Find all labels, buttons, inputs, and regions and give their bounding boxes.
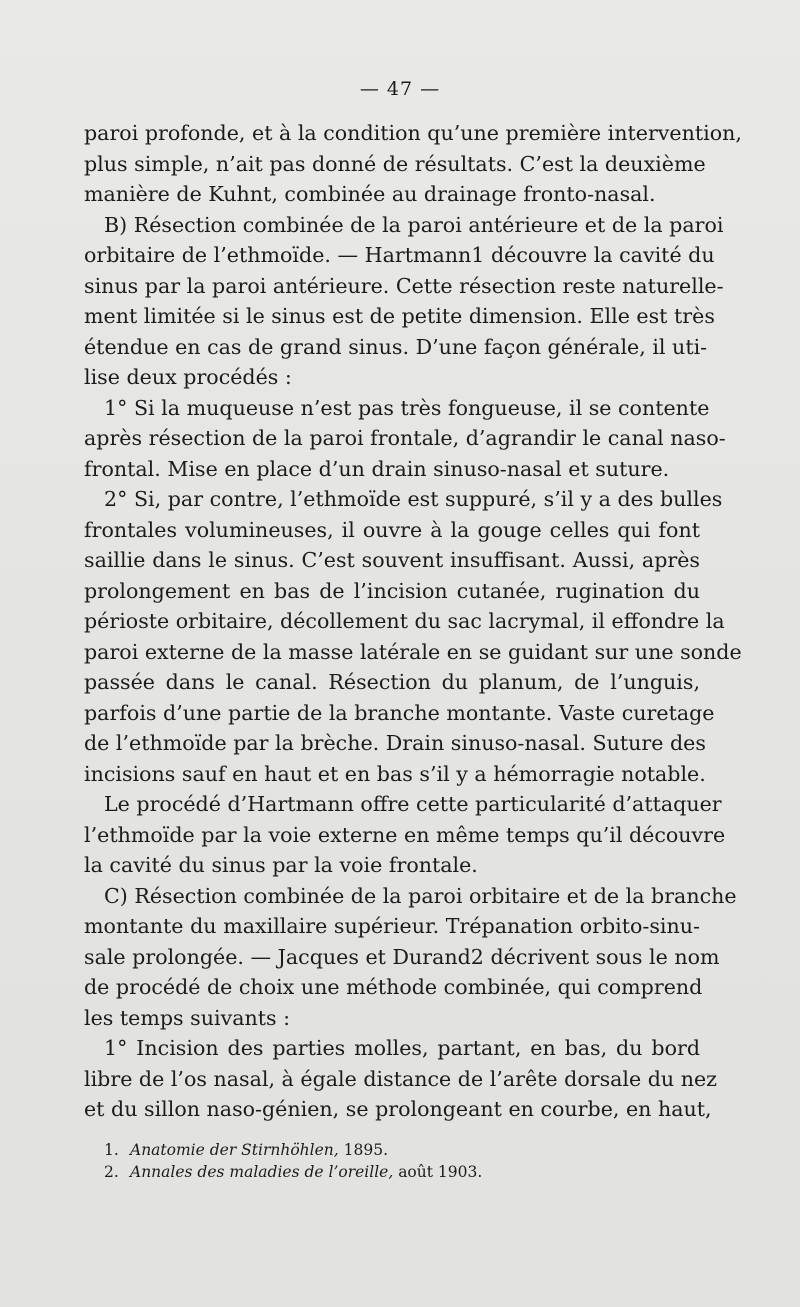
text-line: passée dans le canal. Résection du planum, de l’unguis, [84,670,700,694]
text-line: frontales volumineuses, il ouvre à la gouge celles qui font [84,517,700,542]
text-line: de l’ethmoïde par la brèche. Drain sinuso-nasal. Suture des [84,731,706,755]
footnote-number: 2. [104,1163,119,1181]
footnotes [104,1139,704,1183]
text-line: parfois d’une partie de la branche montante. Vaste curetage [84,700,715,725]
footnote-title: Anatomie der Stirnhöhlen, [130,1141,339,1159]
text-line: C) Résection combinée de la paroi orbitaire et de la branche [104,883,737,908]
footnote [104,1161,704,1183]
text-line: ment limitée si le sinus est de petite dimension. Elle est très [84,304,715,328]
text-line: les temps suivants : [84,1005,291,1030]
text-line: montante du maxillaire supérieur. Trépanation orbito-sinu- [84,914,700,938]
text-line: saillie dans le sinus. C’est souvent insuffisant. Aussi, après [84,548,700,572]
text-line: 1° Incision des parties molles, partant, en bas, du bord [104,1036,700,1060]
text-line: étendue en cas de grand sinus. D’une façon générale, il uti- [84,334,708,359]
text-line: libre de l’os nasal, à égale distance de l’arête dorsale du nez [84,1066,718,1091]
text-line: sinus par la paroi antérieure. Cette résection reste naturelle- [84,273,724,298]
text-line: incisions sauf en haut et en bas s’il y a hémorragie notable. [84,761,706,786]
text-line: manière de Kuhnt, combinée au drainage fronto-nasal. [84,182,656,206]
footnote-title: Annales des maladies de l’oreille, [130,1163,394,1181]
text-line: 2° Si, par contre, l’ethmoïde est suppuré, s’il y a des bulles [104,487,723,511]
text-line: et du sillon naso-génien, se prolongeant en courbe, en haut, [84,1097,712,1121]
footnote-date: août 1903. [393,1163,483,1181]
text-line: de procédé de choix une méthode combinée, qui comprend [84,975,703,999]
footnote [104,1139,704,1161]
text-line: lise deux procédés : [84,365,292,389]
text-line: sale prolongée. — Jacques et Durand2 décrivent sous le nom [84,944,720,969]
text-line: prolongement en bas de l’incision cutanée, rugination du [84,578,700,603]
text-line: paroi profonde, et à la condition qu’une première intervention, [84,121,742,145]
page-number: — 47 — [359,78,441,100]
text-line: Le procédé d’Hartmann offre cette particularité d’attaquer [104,792,722,816]
text-line: l’ethmoïde par la voie externe en même temps qu’il découvre [84,822,726,847]
text-line: B) Résection combinée de la paroi antérieure et de la paroi [104,212,724,237]
footnote-year: 1895. [338,1141,389,1159]
text-line: 1° Si la muqueuse n’est pas très fongueuse, il se contente [104,395,710,420]
text-line: périoste orbitaire, décollement du sac lacrymal, il effondre la [84,609,725,633]
text-line: après résection de la paroi frontale, d’agrandir le canal naso- [84,426,726,450]
text-line: frontal. Mise en place d’un drain sinuso-nasal et suture. [84,456,670,481]
footnote-number: 1. [104,1141,119,1159]
body-text [84,118,742,1125]
text-line: paroi externe de la masse latérale en se guidant sur une sonde [84,639,742,664]
text-line: la cavité du sinus par la voie frontale. [84,853,478,877]
text-line: orbitaire de l’ethmoïde. — Hartmann1 découvre la cavité du [84,243,715,267]
text-line: plus simple, n’ait pas donné de résultats. C’est la deuxième [84,151,706,176]
